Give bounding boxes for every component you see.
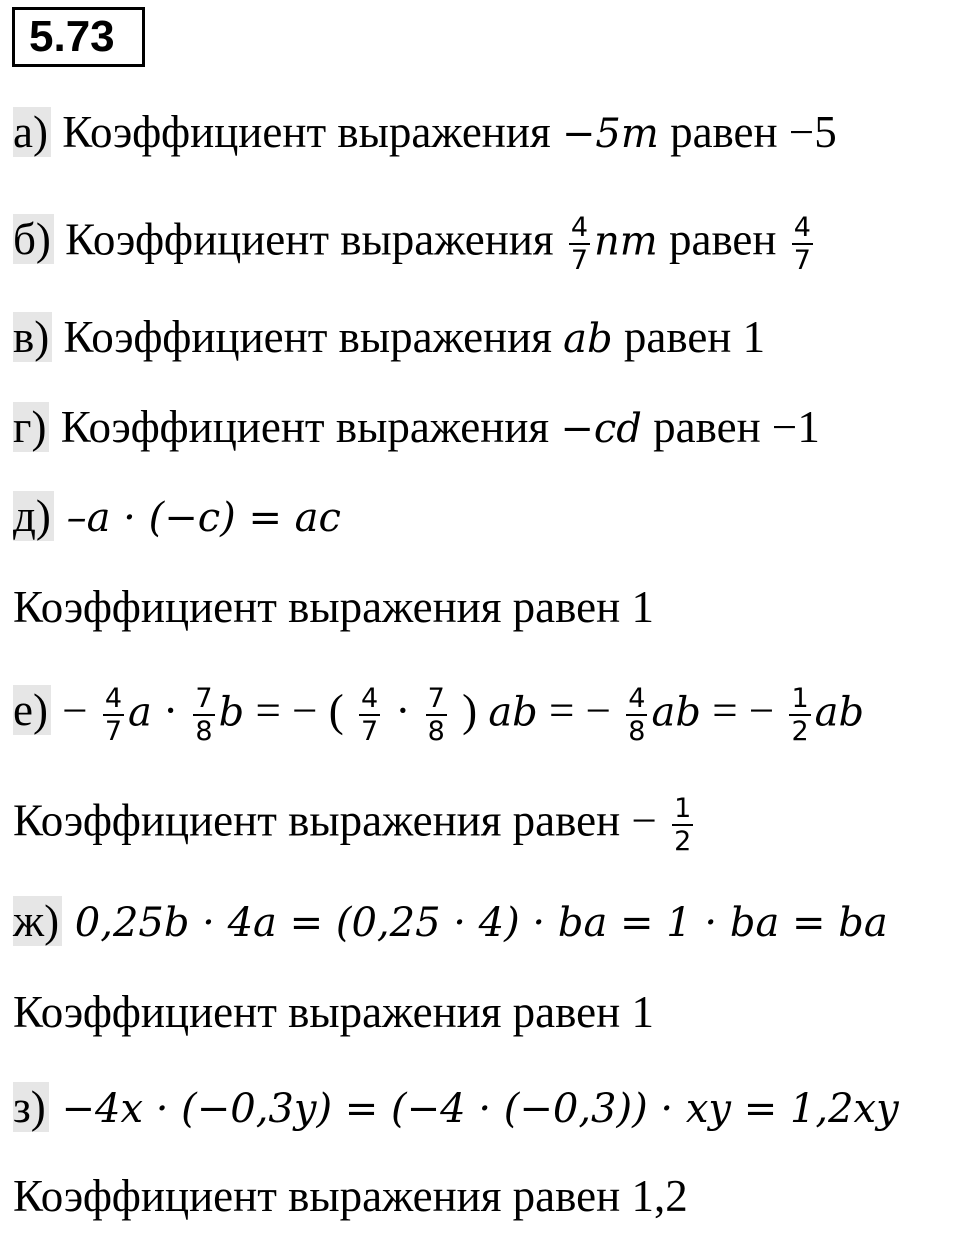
line-d bbox=[13, 491, 341, 541]
fraction-e-3: $\frac{4}{7}$ bbox=[360, 683, 379, 748]
line-g-text1: Коэффициент выражения bbox=[49, 402, 561, 452]
line-b-text1: Коэффициент выражения bbox=[53, 214, 565, 265]
line-d-expr: –a · (−c) = ac bbox=[53, 495, 341, 541]
fraction-e-1: $\frac{4}{7}$ bbox=[104, 683, 123, 748]
line-g-text2: равен −1 bbox=[641, 402, 820, 452]
line-d-result: Коэффициент выражения равен 1 bbox=[13, 582, 654, 632]
line-zh-expr: 0,25b · 4a = (0,25 · 4) · ba = 1 · ba = ba bbox=[62, 900, 888, 946]
item-label-d: д) bbox=[13, 491, 54, 541]
line-g-expr: −cd bbox=[560, 406, 642, 452]
fraction-e-2: $\frac{7}{8}$ bbox=[195, 683, 213, 748]
line-b-text2: равен bbox=[657, 214, 788, 265]
line-v-text2: равен 1 bbox=[612, 312, 766, 362]
fraction-e-6: $\frac{1}{2}$ bbox=[791, 683, 809, 748]
item-label-g: г) bbox=[13, 402, 49, 452]
line-b-expr: nm bbox=[594, 218, 658, 265]
line-a-expr: −5m bbox=[561, 111, 659, 157]
line-zh bbox=[13, 896, 888, 946]
problem-number: 5.73 bbox=[12, 7, 145, 67]
line-z-expr: −4x · (−0,3y) = (−4 · (−0,3)) · xy = 1,2xy bbox=[48, 1086, 899, 1132]
item-label-b: б) bbox=[13, 214, 54, 264]
fraction-e-5: $\frac{4}{8}$ bbox=[628, 683, 646, 748]
line-e: е) − $\frac{4}{7}$ a · $\frac{7}{8}$ b = − ( $\frac{4}{7}$ · $\frac{7}{8}$ ) ab = − $\frac{4}{8}$ ab = − $\frac{1}{2}$ ab bbox=[13, 683, 865, 748]
fraction-e-result: $\frac{1}{2}$ bbox=[674, 793, 692, 858]
item-label-v: в) bbox=[13, 312, 52, 362]
line-z bbox=[13, 1082, 899, 1132]
fraction-b-2: $\frac{4}{7}$ bbox=[793, 212, 811, 277]
line-a-text1: Коэффициент выражения bbox=[50, 107, 562, 157]
item-label-z: з) bbox=[13, 1082, 49, 1132]
line-z-result: Коэффициент выражения равен 1,2 bbox=[13, 1171, 688, 1221]
fraction-b-1: $\frac{4}{7}$ bbox=[570, 212, 589, 277]
item-label-zh: ж) bbox=[13, 896, 62, 946]
line-a-text2: равен −5 bbox=[658, 107, 837, 157]
line-zh-result: Коэффициент выражения равен 1 bbox=[13, 987, 654, 1037]
line-v-expr: ab bbox=[563, 316, 613, 362]
item-label-e: е) bbox=[13, 685, 51, 735]
line-v-text1: Коэффициент выражения bbox=[52, 312, 564, 362]
line-g bbox=[13, 402, 820, 452]
line-e-result: Коэффициент выражения равен − $\frac{1}{2}$ bbox=[13, 793, 692, 858]
line-a bbox=[13, 107, 837, 157]
line-v bbox=[13, 312, 766, 362]
line-b bbox=[13, 212, 817, 276]
item-label-a: а) bbox=[13, 107, 51, 157]
fraction-e-4: $\frac{7}{8}$ bbox=[427, 683, 445, 748]
